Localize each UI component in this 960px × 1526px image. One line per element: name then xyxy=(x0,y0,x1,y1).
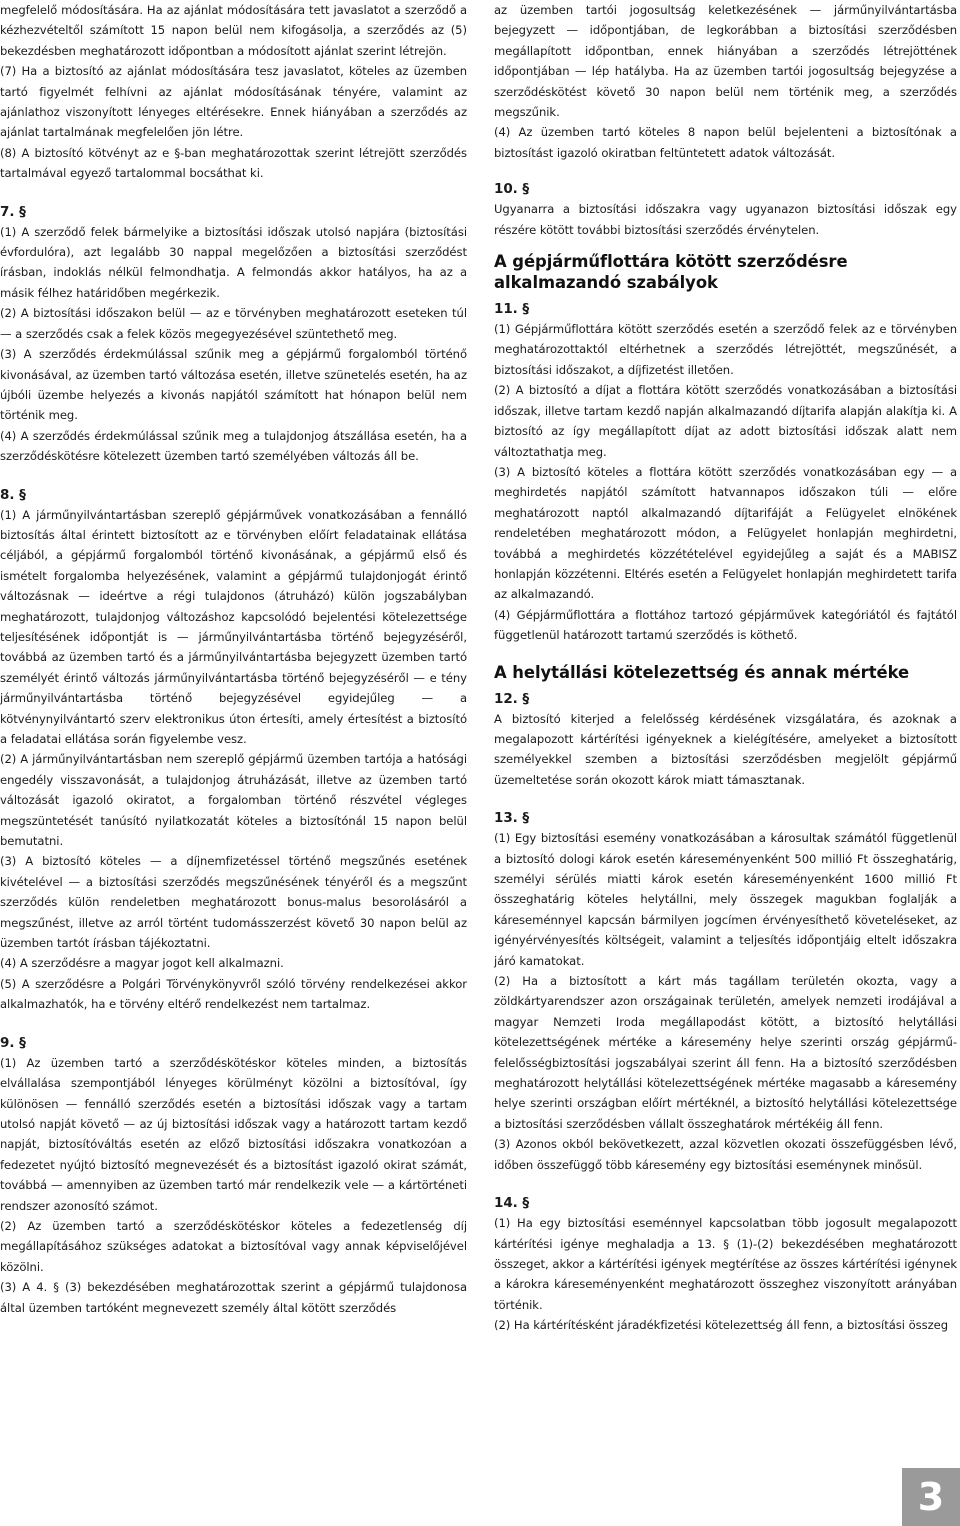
paragraph-7-1: (1) A szerződő felek bármelyike a biztosítási időszak utolsó napjára (biztosítási évfordulóra), azt legalább 30 nappal megelőzően a biztosítási szerződést írásban, indoklás nélkül felmondhatja. A felmondás akkor hatályos, ha az a másik félhez határidőben megérkezik. xyxy=(0,224,467,300)
section-10-number: 10. § xyxy=(494,181,530,198)
paragraph-8-4: (4) A szerződésre a magyar jogot kell alkalmazni. xyxy=(0,956,284,971)
paragraph-9-2: (2) Az üzemben tartó a szerződéskötéskor köteles a fedezetlenség díj megállapításához szükséges adatokat a biztosítóval vagy annak képviselőjével közölni. xyxy=(0,1218,467,1274)
section-12-number: 12. § xyxy=(494,690,530,707)
paragraph-6-8: (8) A biztosító kötvényt az e §-ban meghatározottak szerint létrejött szerződés tartalmával egyező tartalommal bocsáthat ki. xyxy=(0,145,467,181)
paragraph-6-7: (7) Ha a biztosító az ajánlat módosítására tesz javaslatot, köteles az üzemben tartó figyelmét felhívni az ajánlat módosításának tényére, valamint az ajánlathoz viszonyított lényeges eltérésekre. Ennek hiányában a szerződés az ajánlat tartalmának megfelelően jön létre. xyxy=(0,64,467,140)
section-13-number: 13. § xyxy=(494,810,530,827)
section-9-number: 9. § xyxy=(0,1034,26,1051)
heading-liability: A helytállási kötelezettség és annak mértéke xyxy=(494,662,910,682)
heading-fleet-rules: A gépjárműflottára kötött szerződésre alkalmazandó szabályok xyxy=(494,252,848,293)
paragraph-8-2: (2) A járműnyilvántartásban nem szereplő gépjármű üzemben tartója a hatósági engedély visszavonását, a tulajdonjog átruházását, illetve az üzemben tartó változását igazoló okiratot, a forgalomban történő részvétel végleges megszüntetését tanúsító nyilatkozatát köteles a biztosítónál 15 napon belül bemutatni. xyxy=(0,752,467,849)
section-7-number: 7. § xyxy=(0,203,26,220)
paragraph-8-5: (5) A szerződésre a Polgári Törvénykönyvről szóló törvény rendelkezései akkor alkalmazhatók, ha e törvény eltérő rendelkezést nem tartalmaz. xyxy=(0,976,467,1012)
section-14-number: 14. § xyxy=(494,1195,530,1212)
paragraph-11-3: (3) A biztosító köteles a flottára kötött szerződés vonatkozásában egy — a meghirdetés napjától számított hatvannapos időszakon túli — előre meghatározott naptól alkalmazandó díjtarifáját a Felügyelet elnökének rendeletében meghatározott módon, a Felügyelet honlapján meghirdetni, továbbá a meghirdetés közzétételével egyidejűleg a saját és a MABISZ honlapján közzétenni. Eltérés esetén a Felügyelet honlapján meghirdetett tarifa az alkalmazandó. xyxy=(494,464,957,602)
paragraph-9-3: (3) A 4. § (3) bekezdésében meghatározottak szerint a gépjármű tulajdonosa által üzemben tartóként megnevezett személy által kötött szerződés xyxy=(0,1280,467,1315)
paragraph-12: A biztosító kiterjed a felelősség kérdésének vizsgálatára, és azoknak a megalapozott kártérítési igényeknek a kielégítésére, amelyeket a biztosított személyekkel szemben a biztosítási szerződésben megjelölt gépjármű üzemeltetése során okozott károk miatt támasztanak. xyxy=(494,711,957,787)
paragraph-9-1: (1) Az üzemben tartó a szerződéskötéskor köteles minden, a biztosítás elvállalása szempontjából lényeges körülményt közölni a biztosítóval, így különösen — fennálló szerződés esetén a biztosítási időszak vagy a tartam utolsó napját követő — az új biztosítási időszak vagy a határozott tartam kezdő napját, biztosítóváltás esetén az előző biztosítási időszakra vonatkozóan a fedezetet nyújtó biztosító megnevezését és a biztosítást igazoló okirat számát, továbbá — amennyiben az üzemben tartó már rendelkezik vele — a kártörténeti rendszer azonosító számot. xyxy=(0,1055,467,1213)
paragraph-11-2: (2) A biztosító a díjat a flottára kötött szerződés vonatkozásában a biztosítási időszak, illetve tartam kezdő napján alkalmazandó díjtarifa alapján alakítja ki. A biztosító az így megállapított díjat az adott biztosítási időszak alatt nem változtathatja meg. xyxy=(494,383,957,459)
section-8-number: 8. § xyxy=(0,486,26,503)
paragraph-14-2: (2) Ha kártérítésként járadékfizetési kötelezettség áll fenn, a biztosítási összeg xyxy=(494,1318,949,1333)
paragraph-7-2: (2) A biztosítási időszakon belül — az e törvényben meghatározott eseteken túl — a szerződés csak a felek közös megegyezésével szüntethető meg. xyxy=(0,306,467,341)
paragraph-13-1: (1) Egy biztosítási esemény vonatkozásában a károsultak számától függetlenül a biztosító dologi károk esetén káreseményenként 500 millió Ft összeghatárig, személyi sérülés miatti károk esetén káreseményenként 1600 millió Ft összeghatárig köteles helytállni, mely összegek magukban foglalják a káreseménnyel kapcsán bármilyen jogcímen érvényesíthető követeléseket, az igényérvényesítés költségeit, valamint a teljesítés időpontjáig eltelt időszakra járó kamatokat. xyxy=(494,831,957,968)
page-number-badge: 3 xyxy=(902,1468,960,1526)
right-column xyxy=(494,0,957,1336)
paragraph-10: Ugyanarra a biztosítási időszakra vagy ugyanazon biztosítási időszak egy részére kötött további biztosítási szerződés érvénytelen. xyxy=(494,202,957,237)
paragraph-7-3: (3) A szerződés érdekmúlással szűnik meg a gépjármű forgalomból történő kivonásával, az üzemben tartó változása esetén, illetve szünetelés esetén, ha az újbóli üzembe helyezés a kivonás napjától számított hat hónapon belül nem történik meg. xyxy=(0,347,467,423)
paragraph-continuation: az üzemben tartói jogosultság keletkezésének — járműnyilvántartásba bejegyzett — időpontjában, de legkorábban a biztosítási szerződésben megállapított időpontban, ennek hiányában a szerződés létrejöttének időpontjában — lép hatályba. Ha az üzemben tartói jogosultság bejegyzése a szerződéskötést követő 30 napon belül nem történik meg, a szerződés megszűnik. xyxy=(494,3,957,120)
paragraph-13-3: (3) Azonos okból bekövetkezett, azzal közvetlen okozati összefüggésben lévő, időben összefüggő több káresemény egy biztosítási eseménynek minősül. xyxy=(494,1137,957,1172)
paragraph-11-4: (4) Gépjárműflottára a flottához tartozó gépjárművek kategóriától és fajtától függetlenül határozott tartamú szerződés is köthető. xyxy=(494,607,957,643)
paragraph-13-2: (2) Ha a biztosított a kárt más tagállam területén okozta, vagy a zöldkártyarendszer azon országainak területén, amelyek nemzeti irodájával a magyar Nemzeti Iroda megállapodást kötött, a biztosító helytállási kötelezettségének mértéke a káresemény helye szerinti ország gépjármű-felelősségbiztosítási jogszabályai szerint áll fenn. Ha a biztosító szerződésben meghatározott helytállási kötelezettségének mértéke magasabb a káresemény helye szerinti országban előírt mértéknél, a biztosító helytállási kötelezettsége a biztosítási szerződésben vállalt összeghatárok mértékéig áll fenn. xyxy=(494,974,957,1131)
section-11-number: 11. § xyxy=(494,301,530,318)
paragraph-14-1: (1) Ha egy biztosítási eseménnyel kapcsolatban több jogosult megalapozott kártérítési igénye meghaladja a 13. § (1)-(2) bekezdésében meghatározott összeget, akkor a kártérítési igények megtérítése az összes kártérítési igénynek a károkra káreseményenként meghatározott összeghez viszonyított arányában történik. xyxy=(494,1216,957,1312)
paragraph-7-4: (4) A szerződés érdekmúlással szűnik meg a tulajdonjog átszállása esetén, ha a szerződéskötésre kötelezett üzemben tartó személyében változás áll be. xyxy=(0,428,467,464)
paragraph-9-4: (4) Az üzemben tartó köteles 8 napon belül bejelenteni a biztosítónak a biztosítást igazoló okiratban feltüntetett adatok változását. xyxy=(494,125,957,160)
left-column xyxy=(0,0,467,1318)
paragraph-8-1: (1) A járműnyilvántartásban szereplő gépjárművek vonatkozásában a fennálló biztosítás által érintett biztosított az e törvényben előírt feladatainak ellátása céljából, a gépjármű forgalomból történő kivonásának, a gépjármű első és ismételt forgalomba helyezésének, valamint a gépjármű tulajdonjogát érintő változásnak — ideértve a régi tulajdonos (átruházó) külön jogszabályban meghatározott, tulajdonjog változáshoz kapcsolódó bejelentési kötelezettsége teljesítésének időpontját is — járműnyilvántartásba történő bejegyzéséről, továbbá az üzemben tartó és a járműnyilvántartásba bejegyzett üzemben tartó személyét érintő változás járműnyilvántartásba történő bejegyzéséről — e tény járműnyilvántartásba történő bejegyzésével egyidejűleg — a kötvénynyilvántartó szerv elektronikus úton értesíti, amely értesítést a biztosító a feladatai ellátása során figyelembe vesz. xyxy=(0,507,467,746)
paragraph-intro: megfelelő módosítására. Ha az ajánlat módosítására tett javaslatot a szerződő a kézhezvételtől számított 15 napon belül nem kifogásolja, a szerződés az (5) bekezdésben meghatározott időpontban a módosított ajánlat szerint létrejön. xyxy=(0,3,467,58)
paragraph-8-3: (3) A biztosító köteles — a díjnemfizetéssel történő megszűnés esetének kivételével — a biztosítási szerződés megszűnésének tényéről és a megszűnt szerződés külön rendeletben meghatározott bonus-malus besorolásáról a megszűnést, illetve az arról történt tudomásszerzést követő 30 napon belül az üzemben tartót írásban tájékoztatni. xyxy=(0,854,467,951)
paragraph-11-1: (1) Gépjárműflottára kötött szerződés esetén a szerződő felek az e törvényben meghatározottaktól eltérhetnek a szerződés létrejöttét, megszűnését, a biztosítási időszakot, a díjfizetést illetően. xyxy=(494,322,957,377)
